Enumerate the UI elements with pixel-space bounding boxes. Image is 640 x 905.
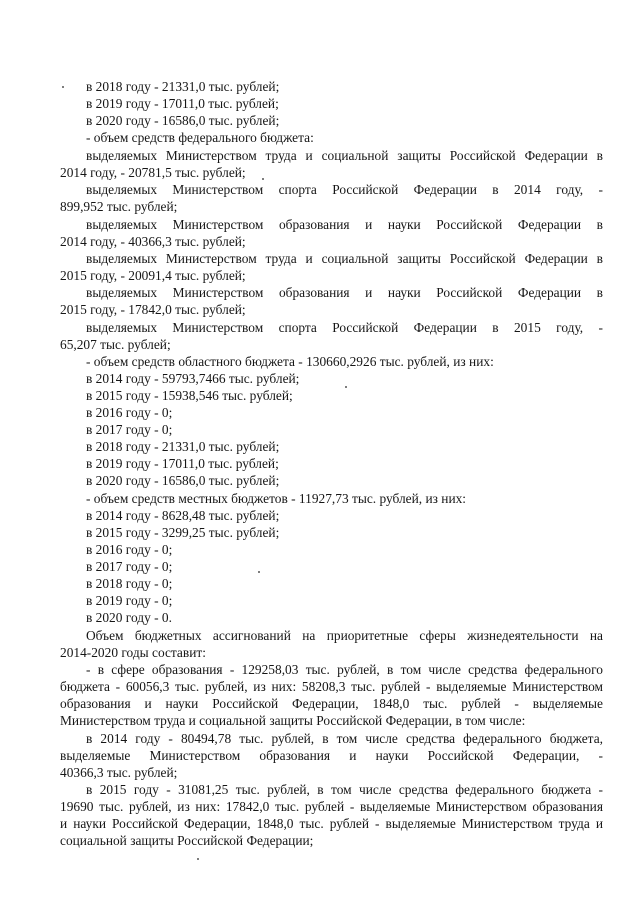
text-line: социальной защиты Российской Федерации; — [60, 833, 314, 848]
scan-speck — [345, 386, 347, 388]
text-line: выделяемых Министерством спорта Российской Федерации в 2015 году, - — [86, 320, 603, 335]
text-line: в 2018 году - 21331,0 тыс. рублей; — [86, 439, 280, 454]
text-line: 2014 году, - 40366,3 тыс. рублей; — [60, 234, 246, 249]
text-line: в 2018 году - 0; — [86, 576, 173, 591]
scan-speck — [262, 178, 264, 180]
text-line: Объем бюджетных ассигнований на приоритетные сферы жизнедеятельности на — [86, 628, 603, 643]
text-line: бюджета - 60056,3 тыс. рублей, из них: 58208,3 тыс. рублей - выделяемые Министерством — [60, 679, 603, 694]
text-line: в 2016 году - 0; — [86, 542, 173, 557]
text-line: - объем средств областного бюджета - 130660,2926 тыс. рублей, из них: — [86, 354, 494, 369]
text-line: Министерством труда и социальной защиты Российской Федерации, в том числе: — [60, 713, 526, 728]
text-line: в 2020 году - 0. — [86, 610, 172, 625]
text-line: в 2015 году - 15938,546 тыс. рублей; — [86, 388, 293, 403]
text-line: 2015 году, - 20091,4 тыс. рублей; — [60, 268, 246, 283]
text-line: выделяемых Министерством труда и социальной защиты Российской Федерации в — [86, 251, 603, 266]
text-line: в 2014 году - 8628,48 тыс. рублей; — [86, 508, 280, 523]
text-line: выделяемые Министерством образования и науки Российской Федерации, - — [60, 748, 603, 763]
text-line: в 2017 году - 0; — [86, 422, 173, 437]
text-line: - объем средств местных бюджетов - 11927,73 тыс. рублей, из них: — [86, 491, 467, 506]
text-line: выделяемых Министерством образования и науки Российской Федерации в — [86, 285, 603, 300]
text-line: образования и науки Российской Федерации, 1848,0 тыс. рублей - выделяемые — [60, 696, 603, 711]
text-line: в 2020 году - 16586,0 тыс. рублей; — [86, 473, 280, 488]
scan-speck — [62, 86, 64, 88]
text-line: 899,952 тыс. рублей; — [60, 199, 178, 214]
text-line: в 2014 году - 80494,78 тыс. рублей, в том числе средства федерального бюджета, — [86, 731, 603, 746]
text-line: - в сфере образования - 129258,03 тыс. рублей, в том числе средства федерального — [86, 662, 603, 677]
text-line: в 2015 году - 31081,25 тыс. рублей, в том числе средства федерального бюджета - — [86, 782, 603, 797]
text-line: в 2016 году - 0; — [86, 405, 173, 420]
scan-speck — [258, 571, 260, 573]
text-line: и науки Российской Федерации, 1848,0 тыс. рублей - выделяемые Министерством труда и — [60, 816, 603, 831]
scan-speck — [197, 858, 199, 860]
text-line: в 2017 году - 0; — [86, 559, 173, 574]
text-line: выделяемых Министерством спорта Российской Федерации в 2014 году, - — [86, 182, 603, 197]
text-line: в 2015 году - 3299,25 тыс. рублей; — [86, 525, 280, 540]
text-line: 65,207 тыс. рублей; — [60, 337, 171, 352]
text-line: выделяемых Министерством образования и науки Российской Федерации в — [86, 217, 603, 232]
text-line: в 2019 году - 0; — [86, 593, 173, 608]
text-line: 40366,3 тыс. рублей; — [60, 765, 178, 780]
text-line: 2014 году, - 20781,5 тыс. рублей; — [60, 165, 246, 180]
text-line: 19690 тыс. рублей, из них: 17842,0 тыс. рублей - выделяемые Министерством образования — [60, 799, 603, 814]
text-line: в 2018 году - 21331,0 тыс. рублей; — [86, 79, 280, 94]
text-line: в 2014 году - 59793,7466 тыс. рублей; — [86, 371, 300, 386]
text-line: 2014-2020 годы составит: — [60, 645, 206, 660]
text-line: 2015 году, - 17842,0 тыс. рублей; — [60, 302, 246, 317]
text-line: в 2020 году - 16586,0 тыс. рублей; — [86, 113, 280, 128]
text-line: выделяемых Министерством труда и социальной защиты Российской Федерации в — [86, 148, 603, 163]
text-line: в 2019 году - 17011,0 тыс. рублей; — [86, 456, 279, 471]
text-line: в 2019 году - 17011,0 тыс. рублей; — [86, 96, 279, 111]
text-line: - объем средств федерального бюджета: — [86, 130, 314, 145]
